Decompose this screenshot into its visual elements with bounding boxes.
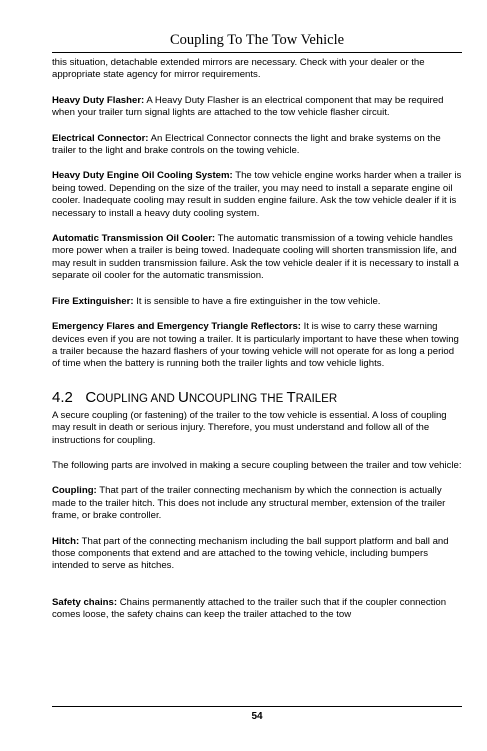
paragraph (52, 485, 464, 522)
term-label: Fire Extinguisher: (52, 295, 134, 307)
header-rule (52, 52, 462, 53)
paragraph (52, 95, 464, 120)
section-title-part: UNCOUPLING THE (178, 388, 287, 406)
term-label: Safety chains: (52, 596, 118, 608)
paragraph (52, 170, 464, 220)
term-label: Electrical Connector: (52, 132, 149, 144)
section-number: 4.2 (52, 388, 73, 406)
paragraph (52, 597, 464, 622)
page-header-title: Coupling To The Tow Vehicle (169, 32, 345, 48)
paragraph-text: this situation, detachable extended mirrors are necessary. Check with your dealer or the appropriate state agency for mirror requirements. (52, 57, 425, 81)
paragraph-text: A Heavy Duty Flasher is an electrical component that may be required when your trailer turn signal lights are attached to the tow vehicle flasher circuit. (52, 94, 444, 119)
paragraph (52, 460, 464, 472)
term-label: Automatic Transmission Oil Cooler: (52, 233, 216, 245)
paragraph (52, 296, 464, 308)
term-label: Hitch: (52, 535, 80, 547)
term-label: Heavy Duty Flasher: (52, 94, 145, 106)
paragraph (52, 536, 464, 573)
page-body (52, 57, 464, 635)
paragraph (52, 321, 464, 371)
paragraph-text: That part of the connecting mechanism including the ball support platform and ball and those components that extend and are attached to the towing vehicle, including bumpers intended to serve as hitches. (52, 535, 449, 572)
paragraph (52, 233, 464, 283)
paragraph-text: The automatic transmission of a towing vehicle handles more power when a trailer is being towed. Inadequate cooling will shorten transmission life, and may result in sudden transmission failure. Ask the tow vehicle dealer if it is necessary to install a separate oil cooler for the automatic transmission. (52, 233, 459, 282)
section-heading (52, 389, 464, 408)
paragraph-text: The following parts are involved in making a secure coupling between the trailer and tow vehicle: (52, 459, 462, 471)
footer-rule (52, 706, 462, 707)
body-paragraphs-bottom (52, 410, 464, 622)
paragraph-text: The tow vehicle engine works harder when a trailer is being towed. Depending on the size of the trailer, you may need to install a separate engine oil cooler. Inadequate cooling may result in sudden engine failure. Ask the tow vehicle dealer if it is necessary to install a heavy duty cooling system. (52, 170, 462, 219)
paragraph-text: It is sensible to have a fire extinguisher in the tow vehicle. (133, 295, 381, 307)
paragraph (52, 133, 464, 158)
paragraph-text: It is wise to carry these warning devices even if you are not towing a trailer. It is particularly important to have these when towing a trailer because the hazard flashers of your towing vehicle will not operate for as long a period of time when the battery is running both the trailer lights and tow vehicle lights. (52, 321, 459, 370)
section-title-part: TRAILER (286, 388, 338, 406)
paragraph (52, 57, 464, 82)
paragraph-text: Chains permanently attached to the trailer such that if the coupler connection comes loose, the safety chains can keep the trailer attached to the tow (52, 596, 447, 621)
paragraph-text: A secure coupling (or fastening) of the trailer to the tow vehicle is essential. A loss of coupling may result in death or serious injury. Therefore, you must understand and follow all of the instructions for coupling. (52, 409, 447, 446)
page-number: 54 (251, 711, 263, 722)
paragraph-text: That part of the trailer connecting mechanism by which the connection is actually made to the trailer hitch. This does not include any structural member, extension of the trailer frame, or brake controller. (52, 485, 446, 522)
body-paragraphs-top (52, 57, 464, 371)
paragraph (52, 410, 464, 447)
section-title-part: COUPLING AND (85, 388, 179, 406)
term-label: Coupling: (52, 485, 97, 497)
term-label: Emergency Flares and Emergency Triangle Reflectors: (52, 321, 302, 333)
paragraph-text: An Electrical Connector connects the light and brake systems on the trailer to the light and brake controls on the towing vehicle. (52, 132, 441, 157)
term-label: Heavy Duty Engine Oil Cooling System: (52, 170, 233, 182)
